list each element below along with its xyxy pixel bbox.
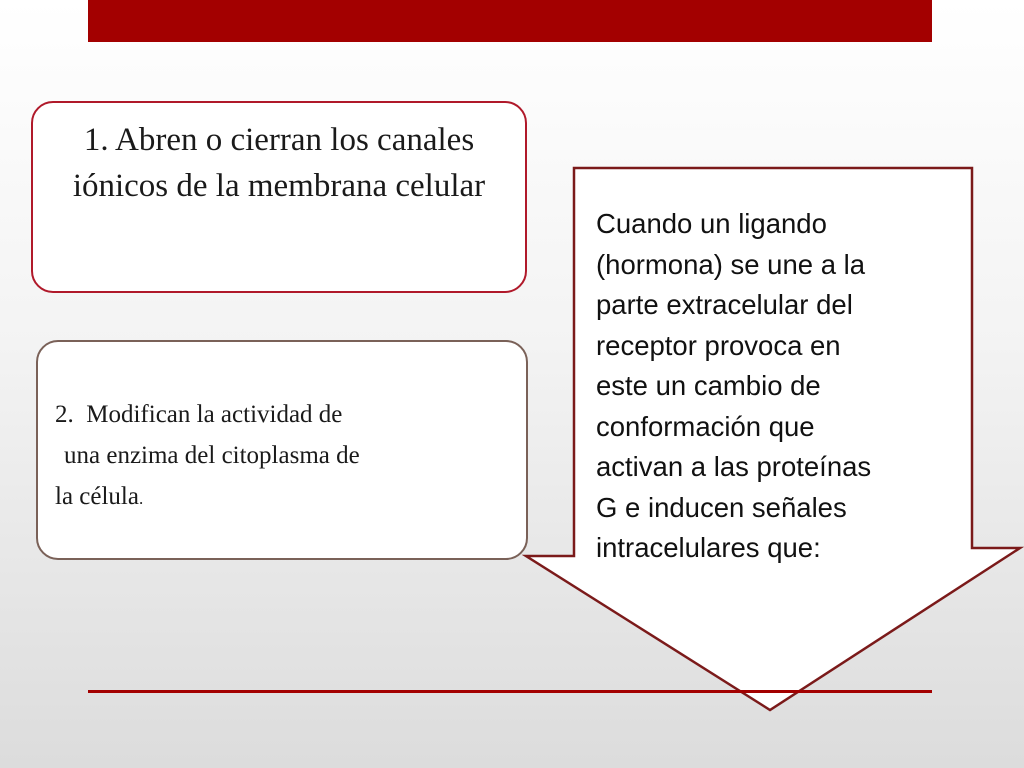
- ion-channels-box: [31, 101, 527, 293]
- enzyme-text-line-3: [55, 476, 143, 519]
- enzyme-activity-box: [36, 340, 528, 560]
- bottom-divider: [88, 690, 932, 693]
- enzyme-text-line-2: una enzima del citoplasma de: [64, 442, 360, 469]
- enzyme-text-period: .: [138, 489, 144, 508]
- ligand-description-text: Cuando un ligando (hormona) se une a la parte extracelular del receptor provoca en este un cambio de conformación que activan a las proteínas G e inducen señales intracelulares que:: [596, 208, 872, 563]
- enzyme-text-line-1: 2. Modifican la actividad de: [55, 401, 343, 428]
- ion-channels-text: 1. Abren o cierran los canales iónicos de la membrana celular: [72, 122, 486, 204]
- enzyme-text-line-3-main: la célula: [55, 483, 139, 510]
